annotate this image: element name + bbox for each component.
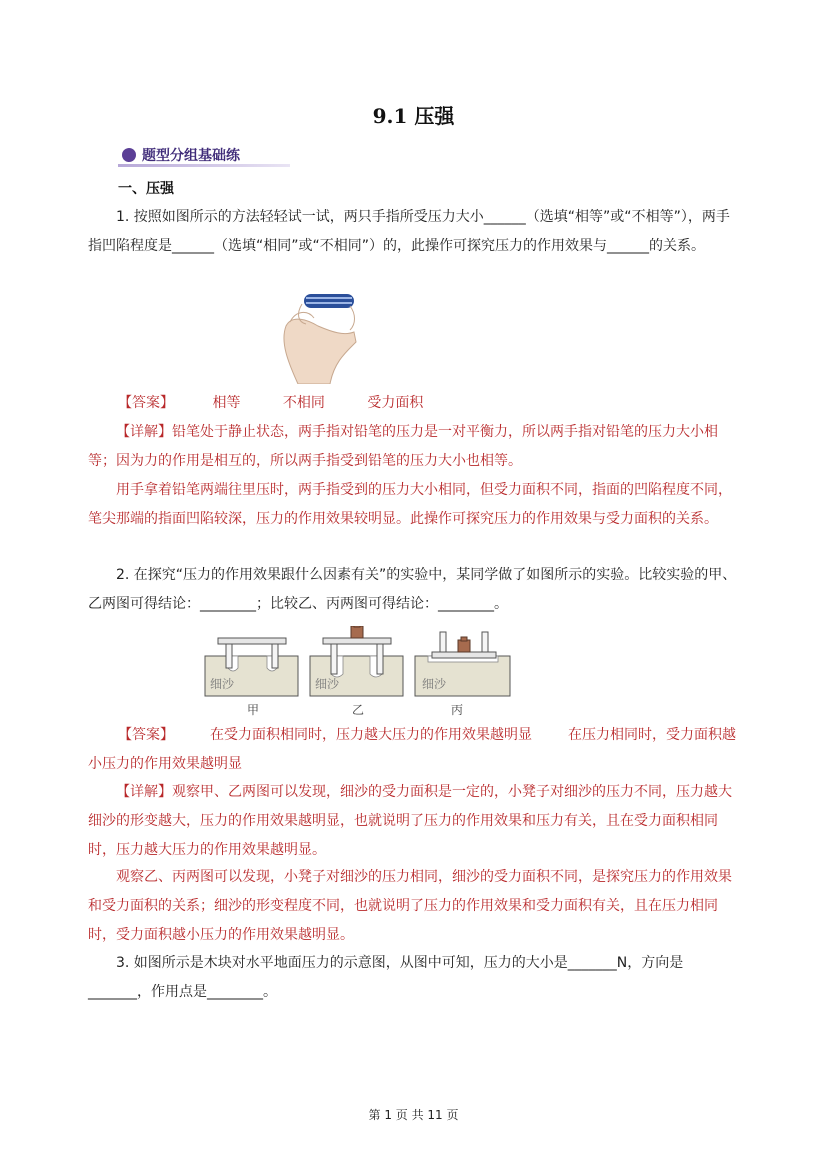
- q1-answer-2: 不相同: [282, 395, 325, 411]
- label-jia: 甲: [247, 703, 260, 717]
- question-3-text: 3. 如图所示是木块对水平地面压力的示意图，从图中可知，压力的大小是_______N，方向是_______，作用点是________。: [88, 955, 684, 1000]
- q2-answer-block: [88, 721, 738, 779]
- label-bing: 丙: [451, 703, 464, 717]
- q2-detail-1: 【详解】观察甲、乙两图可以发现，细沙的受力面积是一定的，小凳子对细沙的压力不同，压力越大细沙的形变越大，压力的作用效果越明显，也就说明了压力的作用效果和压力有关，且在受力面积相同时，压力越大压力的作用效果越明显。: [88, 784, 732, 858]
- bullet-dot-icon: [122, 148, 136, 162]
- q1-detail-2: 用手拿着铅笔两端往里压时，两手指受到的压力大小相同，但受力面积不同，指面的凹陷程度不同，笔尖那端的指面凹陷较深，压力的作用效果较明显。此操作可探究压力的作用效果与受力面积的关系。: [88, 482, 732, 527]
- page-footer: 第 1 页 共 11 页: [368, 1108, 459, 1122]
- sand-label-bing: 细沙: [422, 677, 447, 691]
- answer-label: 【答案】: [118, 727, 174, 743]
- question-2-text: 2. 在探究“压力的作用效果跟什么因素有关”的实验中，某同学做了如图所示的实验。比较实验的甲、乙两图可得结论：________；比较乙、丙两图可得结论：________。: [88, 567, 737, 612]
- q2-detail-2: 观察乙、丙两图可以发现，小凳子对细沙的压力相同，细沙的受力面积不同，是探究压力的作用效果和受力面积的关系；细沙的形变程度不同，也就说明了压力的作用效果和受力面积有关，且在压力相同时，受力面积越小压力的作用效果越明显。: [88, 869, 732, 943]
- question-1-text: 1. 按照如图所示的方法轻轻试一试，两只手指所受压力大小______（选填“相等”或“不相等”），两手指凹陷程度是______（选填“相同”或“不相同”）的，此操作可探究压力的作用效果与______的关系。: [88, 209, 730, 254]
- section-heading: 一、压强: [118, 181, 174, 197]
- q1-answer-3: 受力面积: [367, 395, 424, 411]
- q1-answer-row: [118, 389, 461, 418]
- q2-answer-2: 在压力相同时，受力面积越小压力的作用效果越明显: [88, 727, 736, 772]
- q1-answer-1: 相等: [212, 395, 241, 411]
- q2-stool-sand-figure: [200, 626, 516, 718]
- q2-answer-1: 在受力面积相同时，压力越大压力的作用效果越明显: [210, 727, 532, 743]
- section-underline: [118, 164, 290, 167]
- sand-label-yi: 细沙: [315, 677, 340, 691]
- page-title: 9.1 压强: [372, 104, 455, 128]
- section-tag: [118, 144, 290, 166]
- sand-label-jia: 细沙: [210, 677, 235, 691]
- section-tag-label: 题型分组基础练: [142, 148, 240, 164]
- q1-detail-1: 【详解】铅笔处于静止状态，两手指对铅笔的压力是一对平衡力，所以两手指对铅笔的压力大小相等；因为力的作用是相互的，所以两手指受到铅笔的压力大小也相等。: [88, 424, 718, 469]
- label-yi: 乙: [352, 703, 365, 717]
- q1-finger-pencil-figure: [278, 292, 358, 384]
- answer-label: 【答案】: [118, 395, 174, 411]
